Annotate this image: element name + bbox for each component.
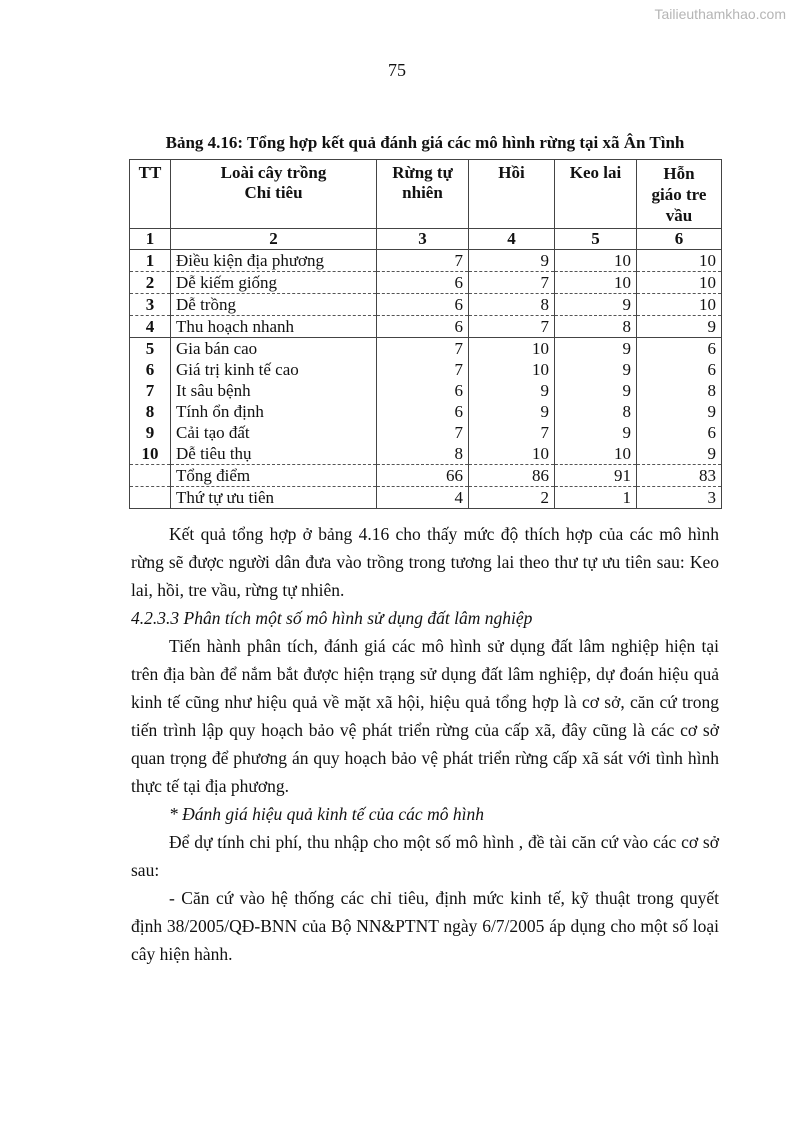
table-row	[130, 250, 722, 272]
row-tt: 6	[130, 359, 171, 380]
row-value: 7	[377, 250, 469, 272]
row-value: 6	[637, 338, 722, 360]
column-number: 6	[637, 229, 722, 250]
row-value: 9	[637, 443, 722, 465]
header-tt: TT	[130, 160, 171, 229]
row-tt: 8	[130, 401, 171, 422]
row-value: 9	[555, 380, 637, 401]
table-row	[130, 359, 722, 380]
total-row	[130, 465, 722, 487]
row-value: 9	[555, 359, 637, 380]
row-value: 10	[469, 359, 555, 380]
column-number: 5	[555, 229, 637, 250]
row-value: 10	[469, 443, 555, 465]
row-value: 83	[637, 465, 722, 487]
column-number: 4	[469, 229, 555, 250]
row-label: Dễ tiêu thụ	[171, 443, 377, 465]
row-value: 9	[469, 250, 555, 272]
row-tt: 4	[130, 316, 171, 338]
row-value: 4	[377, 487, 469, 509]
row-value: 6	[377, 272, 469, 294]
table-title: Bảng 4.16: Tổng hợp kết quả đánh giá các mô hình rừng tại xã Ân Tình	[165, 133, 685, 152]
row-value: 66	[377, 465, 469, 487]
body-text	[131, 520, 719, 968]
row-tt: 3	[130, 294, 171, 316]
row-value: 6	[637, 359, 722, 380]
row-value: 7	[469, 272, 555, 294]
row-tt	[130, 487, 171, 509]
header-hoi: Hồi	[469, 160, 555, 229]
row-label: Dễ kiếm giống	[171, 272, 377, 294]
table-row	[130, 401, 722, 422]
page-number: 75	[388, 60, 406, 80]
header-row	[130, 160, 722, 229]
row-value: 10	[555, 250, 637, 272]
table-row	[130, 380, 722, 401]
subsection-heading: * Đánh giá hiệu quả kinh tế của các mô hình	[169, 804, 484, 824]
row-label: Thứ tự ưu tiên	[171, 487, 377, 509]
row-value: 10	[637, 294, 722, 316]
table-row	[130, 443, 722, 465]
row-value: 8	[377, 443, 469, 465]
row-tt: 9	[130, 422, 171, 443]
row-value: 2	[469, 487, 555, 509]
paragraph: Để dự tính chi phí, thu nhập cho một số mô hình , đề tài căn cứ vào các cơ sở sau:	[131, 832, 719, 880]
row-value: 9	[637, 401, 722, 422]
row-value: 9	[555, 422, 637, 443]
row-tt	[130, 465, 171, 487]
priority-row	[130, 487, 722, 509]
row-label: Gia bán cao	[171, 338, 377, 360]
column-number: 1	[130, 229, 171, 250]
row-value: 3	[637, 487, 722, 509]
row-value: 10	[637, 250, 722, 272]
watermark: Tailieuthamkhao.com	[654, 6, 786, 22]
row-value: 7	[377, 359, 469, 380]
row-value: 9	[637, 316, 722, 338]
row-value: 9	[469, 401, 555, 422]
row-value: 8	[637, 380, 722, 401]
row-value: 8	[555, 401, 637, 422]
row-label: Tính ổn định	[171, 401, 377, 422]
column-number-row	[130, 229, 722, 250]
row-value: 7	[377, 422, 469, 443]
row-tt: 5	[130, 338, 171, 360]
row-label: Tổng điểm	[171, 465, 377, 487]
row-value: 1	[555, 487, 637, 509]
header-criteria: Loài cây trồng Chỉ tiêu	[171, 160, 377, 229]
row-value: 86	[469, 465, 555, 487]
row-value: 6	[377, 401, 469, 422]
header-natural-forest: Rừng tự nhiên	[377, 160, 469, 229]
row-value: 10	[555, 443, 637, 465]
row-label: Thu hoạch nhanh	[171, 316, 377, 338]
evaluation-table	[129, 159, 722, 509]
row-value: 9	[555, 294, 637, 316]
row-value: 9	[469, 380, 555, 401]
row-value: 6	[377, 316, 469, 338]
row-value: 6	[377, 380, 469, 401]
row-label: Điều kiện địa phương	[171, 250, 377, 272]
row-value: 8	[555, 316, 637, 338]
row-label: Dễ trồng	[171, 294, 377, 316]
row-value: 91	[555, 465, 637, 487]
row-value: 7	[469, 422, 555, 443]
table-row	[130, 316, 722, 338]
table-row	[130, 294, 722, 316]
row-label: It sâu bệnh	[171, 380, 377, 401]
row-tt: 7	[130, 380, 171, 401]
row-tt: 10	[130, 443, 171, 465]
column-number: 2	[171, 229, 377, 250]
row-value: 10	[555, 272, 637, 294]
row-tt: 1	[130, 250, 171, 272]
paragraph: Tiến hành phân tích, đánh giá các mô hình sử dụng đất lâm nghiệp hiện tại trên địa bàn để nắm bắt được hiện trạng sử dụng đất lâm nghiệp, dự đoán hiệu quả kinh tế cũng như hiệu quả về mặt xã hội, hiệu quả tổng hợp là cơ sở, căn cứ trong tiến trình lập quy hoạch bảo vệ phát triển rừng của cấp xã, đây cũng là các cơ sở quan trọng để phương án quy hoạch bảo vệ phát triển rừng cấp xã sát với tình hình thực tế tại địa phương.	[131, 636, 719, 796]
table-row	[130, 422, 722, 443]
row-value: 8	[469, 294, 555, 316]
table-row	[130, 272, 722, 294]
table-row	[130, 338, 722, 360]
header-keo-lai: Keo lai	[555, 160, 637, 229]
row-label: Giá trị kinh tế cao	[171, 359, 377, 380]
row-value: 10	[637, 272, 722, 294]
row-value: 6	[377, 294, 469, 316]
row-tt: 2	[130, 272, 171, 294]
row-value: 9	[555, 338, 637, 360]
row-value: 10	[469, 338, 555, 360]
paragraph: - Căn cứ vào hệ thống các chỉ tiêu, định mức kinh tế, kỹ thuật trong quyết định 38/2005/QĐ-BNN của Bộ NN&PTNT ngày 6/7/2005 áp dụng cho một số loại cây hiện hành.	[131, 888, 719, 964]
row-value: 7	[469, 316, 555, 338]
section-heading: 4.2.3.3 Phân tích một số mô hình sử dụng đất lâm nghiệp	[131, 608, 533, 628]
row-value: 7	[377, 338, 469, 360]
paragraph: Kết quả tổng hợp ở bảng 4.16 cho thấy mức độ thích hợp của các mô hình rừng sẽ được người dân đưa vào trồng trong tương lai theo thư tự ưu tiên sau: Keo lai, hồi, tre vầu, rừng tự nhiên.	[131, 524, 719, 600]
row-label: Cải tạo đất	[171, 422, 377, 443]
header-mixed-bamboo: Hỗn giáo tre vầu	[637, 160, 722, 229]
column-number: 3	[377, 229, 469, 250]
row-value: 6	[637, 422, 722, 443]
